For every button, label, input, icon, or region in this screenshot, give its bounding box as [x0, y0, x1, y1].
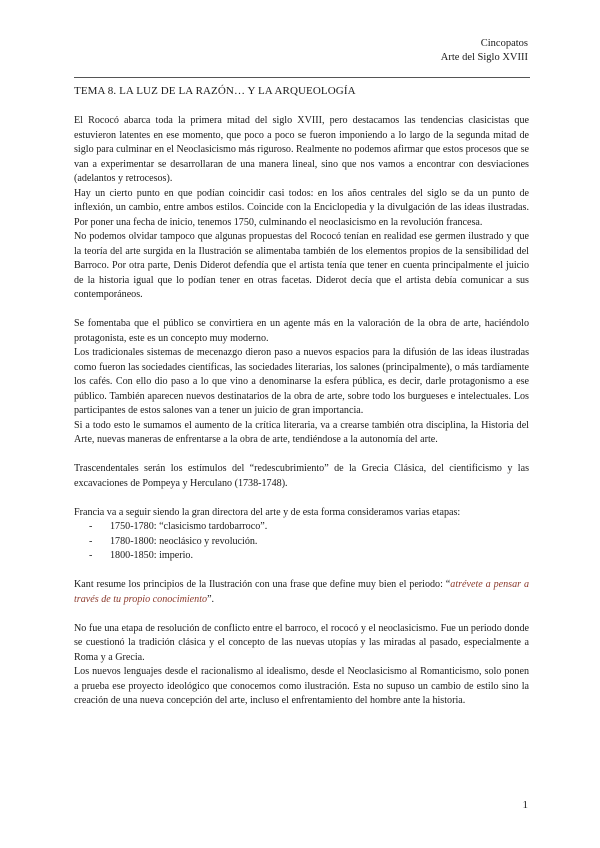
- paragraph-2: Hay un cierto punto en que podían coincidir casi todos: en los años centrales del siglo se da un punto de inflexión, un cambio, entre ambos estilos. Coincide con la Enciclopedia y la divulgación de las ideas ilustradas. Por poner una fecha de inicio, tenemos 1750, culminando el neoclasicismo en la revolución francesa.: [74, 187, 529, 228]
- list-item: - 1800-1850: imperio.: [89, 550, 193, 561]
- header-subject: Arte del Siglo XVIII: [440, 52, 528, 63]
- paragraph-9: Kant resume los principios de la Ilustración con una frase que define muy bien el periodo: “atrévete a pensar a través de tu propio conocimiento”.: [74, 579, 529, 605]
- paragraph-3: No podemos olvidar tampoco que algunas propuestas del Rococó tenían en realidad ese germen ilustrado y que la teoría del arte surgida en la Ilustración se alimentaba también de los elementos propios de la sensibilidad del Barroco. Por otra parte, Denis Diderot defendía que el artista tenía que tener en cuenta principalmente el juicio de la historia igual que lo podían tener en otras facetas. Diderot decía que el artista debía comunicar a sus contemporáneos.: [74, 231, 529, 300]
- paragraph-5: Los tradicionales sistemas de mecenazgo dieron paso a nuevos espacios para la difusión de las ideas ilustradas como fueron las sociedades científicas, las sociedades literarias, los salones (principalmente), o más tardíamente los cafés. Con ello dio paso a lo que vino a denominarse la esfera pública, es decir, darle protagonismo a ese público. También aparecen nuevos destinatarios de la obra de arte, sobre todo los burgueses e intelectuales. Los participantes de estos salones van a tener un juicio de gran importancia.: [74, 347, 529, 416]
- paragraph-6: Si a todo esto le sumamos el aumento de la crítica literaria, va a crearse también otra disciplina, la Historia del Arte, nuevas maneras de enfrentarse a la obra de arte, tendiéndose a la autonomía del arte.: [74, 419, 529, 445]
- page-header: [441, 37, 528, 65]
- paragraph-4: Se fomentaba que el público se convirtiera en un agente más en la valoración de la obra de arte, haciéndolo protagonista, este es un concepto muy moderno.: [74, 318, 529, 344]
- list-item: - 1780-1800: neoclásico y revolución.: [89, 535, 258, 547]
- paragraph-7: Trascendentales serán los estímulos del “redescubrimiento” de la Grecia Clásica, del cientificismo y las excavaciones de Pompeya y Herculano (1738-1748).: [74, 463, 529, 489]
- document-body: [74, 114, 529, 709]
- kant-quote: atrévete a pensar a través de tu propio conocimiento: [74, 579, 529, 605]
- paragraph-8: Francia va a seguir siendo la gran directora del arte y de esta forma consideramos varias etapas:: [74, 506, 461, 518]
- paragraph-11: Los nuevos lenguajes desde el racionalismo al idealismo, desde el Neoclasicismo al Romanticismo, solo ponen a prueba ese proyecto ideológico que conocemos como ilustración. Esta no supuso un cambio de estilo sino la creación de una nueva concepción del arte, incluso el enfrentamiento del hombre ante la historia.: [74, 666, 529, 706]
- section-title: TEMA 8. LA LUZ DE LA RAZÓN… Y LA ARQUEOLOGÍA: [74, 85, 356, 97]
- list-item: - 1750-1780: “clasicismo tardobarroco”.: [89, 521, 268, 532]
- header-course: Cincopatos: [480, 38, 528, 49]
- stages-list: [74, 520, 529, 564]
- paragraph-1: El Rococó abarca toda la primera mitad del siglo XVIII, pero destacamos las tendencias clasicistas que estuvieron latentes en ese momento, que poco a poco se fueron imponiendo a lo largo de la segunda mitad de siglo para culminar en el Neoclasicismo más riguroso. Realmente no podemos afirmar que estos procesos que se van a experimentar se desarrollaran de una manera lineal, sino que nos vamos a encontrar con desviaciones (adelantos y retrocesos).: [74, 115, 529, 184]
- page-number: 1: [522, 799, 528, 811]
- paragraph-10: No fue una etapa de resolución de conflicto entre el barroco, el rococó y el neoclasicismo. Fue un periodo donde se cuestionó la tradición clásica y el concepto de las nuevas utopías y las miradas al pasado, especialmente a Roma y a Grecia.: [74, 622, 529, 663]
- header-divider: [74, 77, 530, 78]
